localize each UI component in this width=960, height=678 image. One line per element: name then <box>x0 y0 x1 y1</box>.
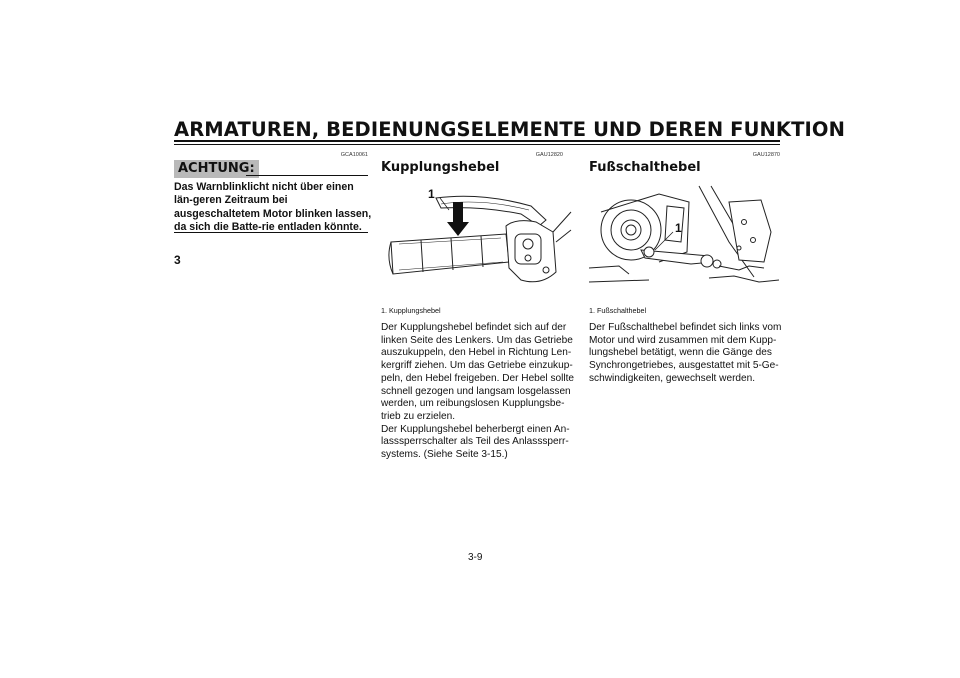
chapter-tab: 3 <box>174 253 181 267</box>
warning-label: ACHTUNG: <box>174 160 259 178</box>
title-rule-thin <box>174 144 780 145</box>
shift-callout: 1 <box>675 221 682 235</box>
clutch-code: GAU12820 <box>535 152 563 158</box>
clutch-lever-illustration <box>381 182 576 297</box>
page-title: ARMATUREN, BEDIENUNGSELEMENTE UND DEREN FUNKTION <box>174 118 845 141</box>
shift-caption: 1. Fußschalthebel <box>589 306 647 315</box>
warning-bottom-rule <box>174 232 368 233</box>
shift-lever-illustration <box>589 182 784 297</box>
warning-text: Das Warnblinklicht nicht über einen län-geren Zeitraum bei ausgeschaltetem Motor blinken lassen, da sich die Batte-rie entladen könnte. <box>174 181 372 233</box>
clutch-callout: 1 <box>428 187 435 201</box>
warning-rule <box>246 175 368 176</box>
page-number: 3-9 <box>468 552 483 563</box>
warning-code: GCA10061 <box>340 152 368 158</box>
clutch-caption: 1. Kupplungshebel <box>381 306 441 315</box>
clutch-heading: Kupplungshebel <box>381 160 500 175</box>
title-rule <box>174 140 780 142</box>
shift-heading: Fußschalthebel <box>589 160 701 175</box>
shift-body: Der Fußschalthebel befindet sich links vom Motor und wird zusammen mit dem Kupp- lungshebel betätigt, wenn die Gänge des Synchrongetriebes, ausgestattet mit 5-Ge- schwindigkeiten, gewechselt werden. <box>589 322 782 384</box>
clutch-body: Der Kupplungshebel befindet sich auf der linken Seite des Lenkers. Um das Getriebe auszukuppeln, den Hebel in Richtung Len- kergriff ziehen. Um das Getriebe einzukup- peln, den Hebel freigeben. Der Hebel sollte schnell gezogen und langsam losgelassen werden, um reibungslosen Kupplungsbe- trieb zu erzielen. Der Kupplungshebel beherbergt einen An- lasssperrschalter als Teil des Anlasssperr- systems. (Siehe Seite 3-15.) <box>381 322 575 461</box>
shift-code: GAU12870 <box>752 152 780 158</box>
